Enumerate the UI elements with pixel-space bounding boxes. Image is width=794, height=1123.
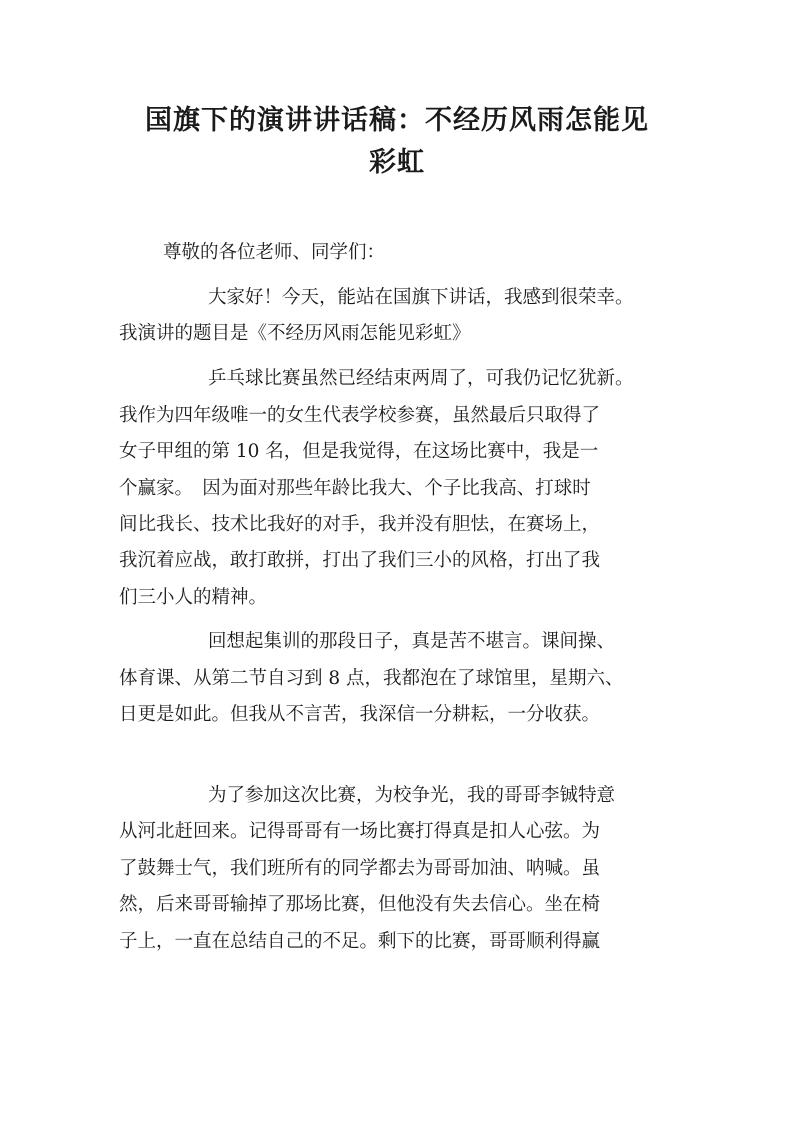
paragraph-line: 我沉着应战，敢打敢拼，打出了我们三小的风格，打出了我 — [119, 550, 601, 571]
document-title-line-2: 彩虹 — [369, 147, 425, 178]
paragraph-line: 子上，一直在总结自己的不足。剩下的比赛，哥哥顺利得赢 — [119, 931, 601, 952]
paragraph-line: 女子甲组的第 10 名，但是我觉得，在这场比赛中，我是一 — [119, 441, 599, 462]
document-title-line-1: 国旗下的演讲讲话稿：不经历风雨怎能见 — [145, 105, 649, 136]
paragraph-line: 我作为四年级唯一的女生代表学校参赛，虽然最后只取得了 — [119, 405, 601, 426]
paragraph-line: 然，后来哥哥输掉了那场比赛，但他没有失去信心。坐在椅 — [119, 894, 601, 915]
paragraph-line: 体育课、从第二节自习到 8 点，我都泡在了球馆里，星期六、 — [119, 668, 624, 689]
paragraph-line: 们三小人的精神。 — [119, 587, 268, 608]
paragraph-line: 乒乓球比赛虽然已经结束两周了，可我仍记忆犹新。 — [208, 368, 634, 389]
paragraph-line: 为了参加这次比赛，为校争光，我的哥哥李铖特意 — [208, 785, 616, 806]
paragraph-line: 大家好！今天，能站在国旗下讲话，我感到很荣幸。 — [208, 287, 634, 308]
paragraph-line: 日更是如此。但我从不言苦，我深信一分耕耘，一分收获。 — [119, 704, 601, 725]
paragraph-line: 我演讲的题目是《不经历风雨怎能见彩虹》 — [119, 323, 471, 344]
paragraph-line: 回想起集训的那段日子，真是苦不堪言。课间操、 — [208, 631, 616, 652]
paragraph-line: 间比我长、技术比我好的对手，我并没有胆怯，在赛场上， — [119, 514, 601, 535]
paragraph-line: 个赢家。 因为面对那些年龄比我大、个子比我高、打球时 — [119, 478, 591, 499]
paragraph-line: 了鼓舞士气，我们班所有的同学都去为哥哥加油、呐喊。虽 — [119, 858, 601, 879]
paragraph-line: 从河北赶回来。记得哥哥有一场比赛打得真是扣人心弦。为 — [119, 821, 601, 842]
salutation: 尊敬的各位老师、同学们： — [163, 242, 386, 263]
